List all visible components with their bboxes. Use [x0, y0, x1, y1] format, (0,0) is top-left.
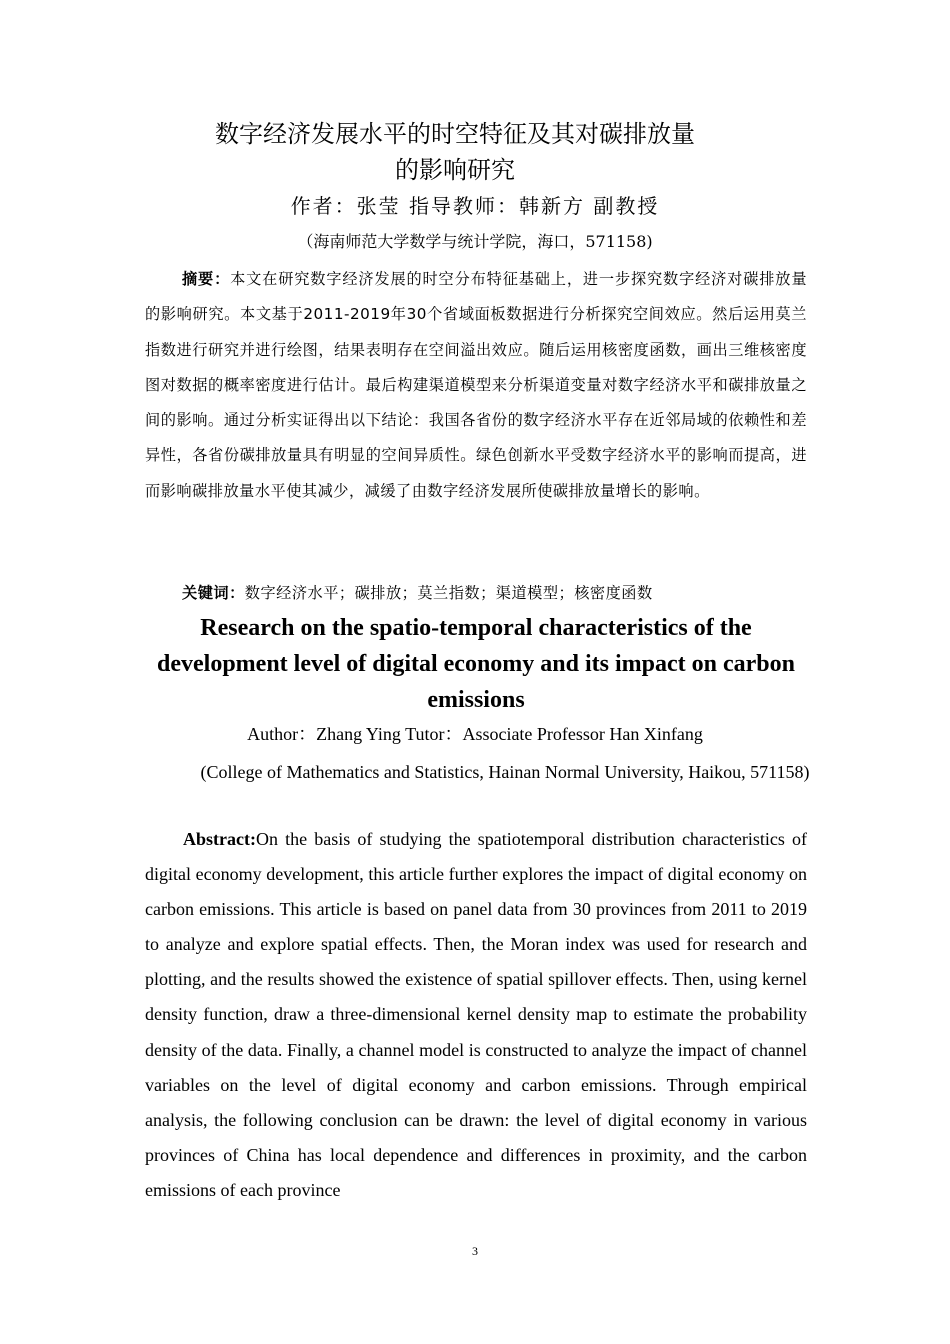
english-abstract-label: Abstract:: [183, 829, 256, 849]
english-abstract-text: On the basis of studying the spatiotemporal distribution characteristics of digital economy development, this article further explores the impact of digital economy on carbon emissions. This article is based on panel data from 30 provinces from 2011 to 2019 to analyze and explore spatial effects. Then, the Moran index was used for research and plotting, and the results showed the existence of spatial spillover effects. Then, using kernel density function, draw a three-dimensional kernel density map to estimate the probability density of the data. Finally, a channel model is constructed to analyze the impact of channel variables on the level of digital economy and carbon emissions. Through empirical analysis, the following conclusion can be drawn: the level of digital economy in various provinces of China has local dependence and differences in proximity, and the carbon emissions of each province: [145, 829, 807, 1200]
chinese-abstract-text: 本文在研究数字经济发展的时空分布特征基础上，进一步探究数字经济对碳排放量的影响研究。本文基于2011-2019年30个省域面板数据进行分析探究空间效应。然后运用莫兰指数进行研究并进行绘图，结果表明存在空间溢出效应。随后运用核密度函数，画出三维核密度图对数据的概率密度进行估计。最后构建渠道模型来分析渠道变量对数字经济水平和碳排放量之间的影响。通过分析实证得出以下结论：我国各省份的数字经济水平存在近邻局域的依赖性和差异性，各省份碳排放量具有明显的空间异质性。绿色创新水平受数字经济水平的影响而提高，进而影响碳排放量水平使其减少，减缓了由数字经济发展所使碳排放量增长的影响。: [145, 270, 808, 500]
page-number: 3: [472, 1244, 478, 1258]
chinese-keywords: [182, 578, 822, 608]
english-title: Research on the spatio-temporal characteristics of the development level of digital economy and its impact on carbon emissions: [157, 615, 795, 713]
chinese-keywords-label: 关键词：: [182, 584, 245, 602]
chinese-abstract-label: 摘要：: [182, 270, 231, 288]
chinese-title-line-2: 的影响研究: [395, 156, 515, 184]
chinese-abstract: [145, 262, 807, 509]
english-abstract: [145, 822, 807, 1208]
chinese-title-line-1: 数字经济发展水平的时空特征及其对碳排放量: [215, 120, 695, 148]
english-author-line: Author：Zhang Ying Tutor：Associate Professor Han Xinfang: [247, 724, 703, 744]
chinese-keywords-text: 数字经济水平；碳排放；莫兰指数；渠道模型；核密度函数: [244, 584, 653, 602]
english-affiliation: (College of Mathematics and Statistics, Hainan Normal University, Haikou, 571158): [200, 762, 810, 782]
chinese-author-line: 作者：张莹 指导教师：韩新方 副教授: [290, 194, 660, 218]
chinese-affiliation: （海南师范大学数学与统计学院，海口，571158): [297, 232, 653, 251]
